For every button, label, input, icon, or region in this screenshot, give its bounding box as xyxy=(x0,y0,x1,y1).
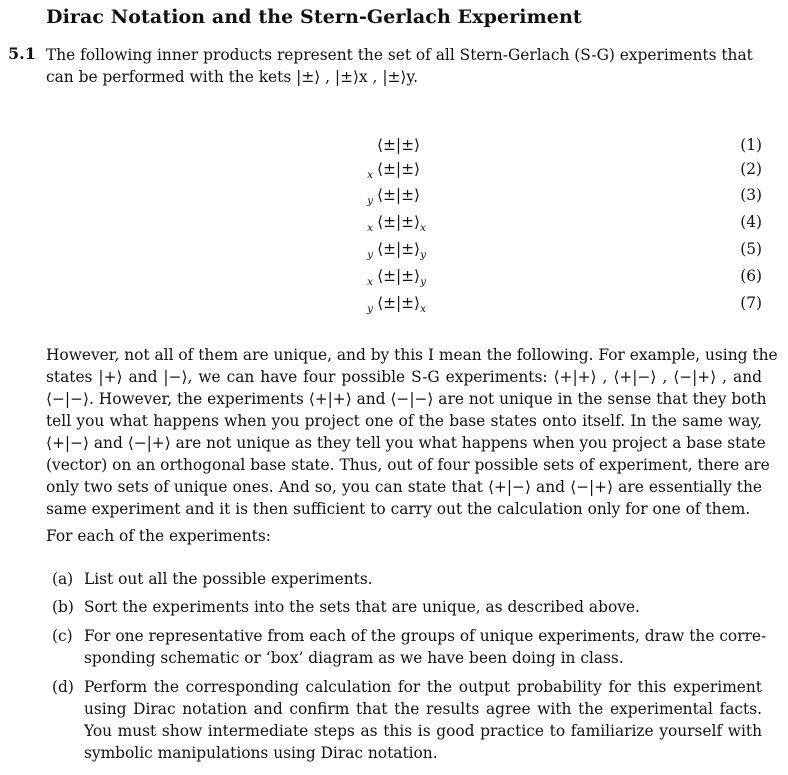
equation-number: (4) xyxy=(740,213,762,231)
equation-row xyxy=(0,186,788,210)
equation-number: (2) xyxy=(740,160,762,178)
equation-row xyxy=(0,267,788,291)
equation-braket: ⟨±|±⟩ xyxy=(377,160,420,178)
equation-number: (3) xyxy=(740,186,762,204)
equation-post-subscript: y xyxy=(420,249,426,261)
list-item-label: (d) xyxy=(52,678,74,696)
list-item-text xyxy=(84,568,762,590)
equation-row xyxy=(0,213,788,237)
equation-braket: ⟨±|±⟩ xyxy=(377,136,420,154)
equation-post-subscript: x xyxy=(420,222,426,234)
equation-row xyxy=(0,240,788,264)
equation-post-subscript: x xyxy=(420,303,426,315)
equation-post-subscript: y xyxy=(420,276,426,288)
list-item-line: using Dirac notation and confirm that the results agree with the experimental facts. xyxy=(84,700,762,718)
equation-pre-subscript: y xyxy=(367,195,373,207)
equation-expression xyxy=(367,213,426,234)
paragraph-line: only two sets of unique ones. And so, you can state that ⟨+|−⟩ and ⟨−|+⟩ are essentially the xyxy=(46,478,762,496)
equation-pre-subscript: y xyxy=(367,303,374,315)
list-item-text xyxy=(84,676,762,764)
equation-number: (1) xyxy=(740,136,762,154)
equation-pre-subscript: x xyxy=(367,169,373,181)
equation-braket: ⟨±|±⟩ xyxy=(377,294,421,312)
equation-expression xyxy=(367,240,426,261)
equation-pre-subscript: x xyxy=(367,276,374,288)
equation-expression xyxy=(367,160,420,181)
list-item-line: symbolic manipulations using Dirac notation. xyxy=(84,744,438,762)
equation-braket: ⟨±|±⟩ xyxy=(377,240,421,258)
paragraph-line: states |+⟩ and |−⟩, we can have four possible S-G experiments: ⟨+|+⟩ , ⟨+|−⟩ , ⟨−|+⟩ , and xyxy=(46,368,762,386)
equation-row xyxy=(0,294,788,318)
list-item-label: (c) xyxy=(52,627,73,645)
equation-expression xyxy=(367,186,420,207)
equation-row xyxy=(0,136,788,160)
problem-intro-line-1 xyxy=(46,44,762,66)
explanation-paragraph xyxy=(46,344,778,520)
list-item-label: (a) xyxy=(52,570,74,588)
equation-expression xyxy=(373,136,420,154)
list-item-line: You must show intermediate steps as this is good practice to familiarize yourself with xyxy=(84,722,762,740)
equation-braket: ⟨±|±⟩ xyxy=(377,213,421,231)
paragraph-line: (vector) on an orthogonal base state. Thus, out of four possible sets of experiment, there are xyxy=(46,456,770,474)
list-item-line: Perform the corresponding calculation for the output probability for this experiment xyxy=(84,678,762,696)
equation-number: (7) xyxy=(740,294,762,312)
equation-expression xyxy=(367,294,426,315)
equation-braket: ⟨±|±⟩ xyxy=(377,186,420,204)
for-each-heading: For each of the experiments: xyxy=(46,527,271,545)
paragraph-line: However, not all of them are unique, and by this I mean the following. For example, using the xyxy=(46,346,778,364)
equation-braket: ⟨±|±⟩ xyxy=(377,267,421,285)
list-item-line: Sort the experiments into the sets that are unique, as described above. xyxy=(84,598,640,616)
equation-number: (5) xyxy=(740,240,762,258)
list-item-line: sponding schematic or ‘box’ diagram as we have been doing in class. xyxy=(84,649,624,667)
equation-pre-subscript: x xyxy=(367,222,374,234)
equation-number: (6) xyxy=(740,267,762,285)
list-item-text xyxy=(84,596,762,618)
list-item-text xyxy=(84,625,767,669)
paragraph-line: same experiment and it is then sufficient to carry out the calculation only for one of them. xyxy=(46,500,751,518)
problem-intro-line-2: can be performed with the kets |±⟩ , |±⟩x , |±⟩y. xyxy=(46,68,418,86)
section-title: Dirac Notation and the Stern-Gerlach Experiment xyxy=(46,6,582,28)
list-item-label: (b) xyxy=(52,598,74,616)
intro-text-1: The following inner products represent the set of all Stern-Gerlach (S-G) experiments that xyxy=(46,46,753,64)
equation-expression xyxy=(367,267,426,288)
equation-row xyxy=(0,160,788,184)
paragraph-line: ⟨−|−⟩. However, the experiments ⟨+|+⟩ and ⟨−|−⟩ are not unique in the sense that they both xyxy=(46,390,767,408)
list-item-line: List out all the possible experiments. xyxy=(84,570,373,588)
list-item-line: For one representative from each of the groups of unique experiments, draw the corre- xyxy=(84,627,767,645)
problem-number: 5.1 xyxy=(8,44,36,63)
paragraph-line: ⟨+|−⟩ and ⟨−|+⟩ are not unique as they tell you what happens when you project a base state xyxy=(46,434,766,452)
equation-pre-subscript: y xyxy=(367,249,374,261)
paragraph-line: tell you what happens when you project one of the base states onto itself. In the same way, xyxy=(46,412,762,430)
